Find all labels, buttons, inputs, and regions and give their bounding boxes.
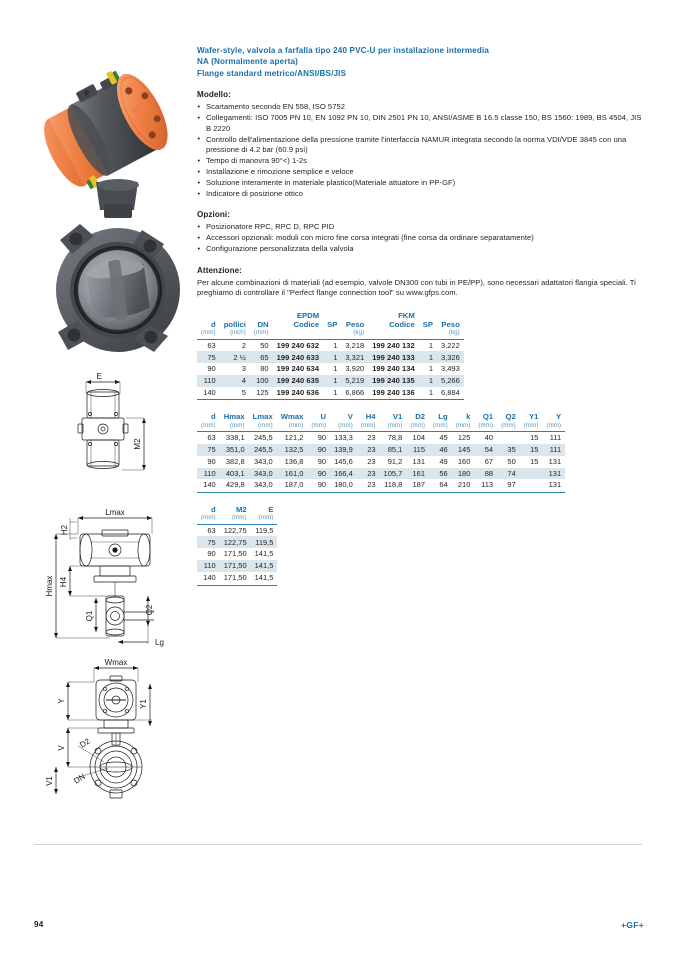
table-cell: 141,5 — [251, 560, 278, 572]
table-cell: 100 — [250, 375, 273, 387]
table-cell: 131 — [542, 479, 565, 492]
table-cell: 171,50 — [220, 572, 251, 585]
table-cell — [520, 468, 543, 480]
table-cell: 45 — [439, 433, 448, 443]
page-number: 94 — [34, 920, 44, 929]
table-cell: 199 240 135 — [368, 375, 419, 387]
list-item: • Scartamento secondo EN 558, ISO 5752 — [197, 102, 642, 112]
table-row — [197, 351, 464, 363]
table-cell: 3 — [241, 364, 246, 374]
table-cell: 171,50 — [220, 560, 251, 572]
dimension-label-Q1: Q1 — [85, 610, 94, 622]
table-cell: 65 — [250, 351, 273, 363]
table-cell: 75 — [197, 351, 220, 363]
dimension-label-M2: M2 — [133, 438, 142, 450]
technical-drawing-top-view — [38, 372, 190, 480]
table-row — [197, 479, 565, 492]
table-cell: 187,0 — [277, 479, 308, 492]
table-cell: 49 — [439, 456, 448, 466]
table-cell: 75 — [197, 444, 220, 456]
table-cell: 1 — [323, 375, 341, 387]
table-cell: 78,8 — [387, 433, 403, 443]
table-cell: 166,4 — [330, 468, 357, 480]
table-row — [197, 375, 464, 387]
column-header-v: V (mm) — [330, 412, 357, 431]
table-cell: 50 — [507, 456, 516, 466]
table-cell: 115 — [406, 444, 429, 456]
table-cell: 90 — [307, 479, 330, 492]
table-cell: 180,0 — [330, 479, 357, 492]
table-m2e-wrapper — [197, 505, 642, 586]
table-cell — [520, 479, 543, 492]
table-cell: 15 — [530, 433, 539, 443]
content-column — [197, 45, 642, 586]
table-cell: 136,8 — [284, 456, 304, 466]
column-header-u: U (mm) — [307, 412, 330, 431]
svg-text:GF: GF — [131, 104, 144, 115]
heading-line-3: Flange standard metrico/ANSI/BS/JIS — [197, 68, 347, 78]
list-item: • Installazione e rimozione semplice e veloce — [197, 167, 642, 177]
table-cell: 50 — [260, 340, 269, 350]
table-cell: 1 — [323, 351, 341, 363]
column-header-sp: SP — [323, 311, 341, 340]
table-cell: 199 240 635 — [273, 375, 324, 387]
opzioni-list — [197, 222, 642, 254]
table-cell: 3,222 — [441, 340, 460, 350]
table-cell: 343,0 — [253, 456, 273, 466]
column-header-y1: Y1 (mm) — [520, 412, 543, 431]
table-cell: 90 — [317, 456, 327, 466]
column-header-lmax: Lmax (mm) — [249, 412, 277, 431]
table-row — [197, 560, 277, 572]
table-cell: 35 — [497, 444, 520, 456]
table-cell: 180 — [452, 468, 475, 480]
table-row — [197, 468, 565, 480]
table-cell: 15 — [530, 456, 539, 466]
modello-list — [197, 102, 642, 199]
list-item: • Controllo dell'alimentazione della pressione tramite l'interfaccia NAMUR integrata secondo la norma VDI/VDE 3845 con una pressione di 4.2 bar (60.9 psi) — [197, 135, 642, 156]
table-cell: 111 — [542, 444, 565, 456]
table-cell: 429,8 — [220, 479, 249, 492]
product-photo — [34, 32, 194, 362]
table-cell: 3,493 — [441, 364, 460, 374]
table-cell: 199 240 632 — [276, 340, 320, 350]
table-cell: 110 — [197, 468, 220, 480]
table-cell: 119,5 — [251, 536, 278, 548]
table-cell: 125 — [457, 433, 471, 443]
table-cell: 63 — [207, 340, 216, 350]
table-cell: 119,5 — [255, 525, 274, 535]
table-cell: 245,5 — [249, 444, 277, 456]
table-cell: 6,866 — [341, 387, 368, 400]
table-cell: 40 — [484, 433, 494, 443]
table-cell: 85,1 — [380, 444, 407, 456]
table-cell: 141,5 — [254, 549, 274, 559]
table-cell: 104 — [412, 433, 426, 443]
table-row — [197, 444, 565, 456]
table-row — [197, 572, 277, 585]
heading-line-1: Wafer-style, valvola a farfalla tipo 240 PVC-U per installazione intermedia — [197, 46, 490, 55]
table-cell: 5 — [220, 387, 250, 400]
table-cell: 5,219 — [341, 375, 368, 387]
table-cell: 15 — [520, 444, 543, 456]
table-cell: 199 240 636 — [273, 387, 324, 400]
dimension-label-DN: DN — [72, 771, 87, 786]
table-row — [197, 387, 464, 400]
svg-text:240: 240 — [137, 115, 149, 126]
dimension-label-Q2: Q2 — [145, 604, 154, 616]
table-cell: 1 — [333, 364, 338, 374]
table-cell: 3,218 — [345, 340, 365, 350]
list-item: • Accessori opzionali: moduli con micro fine corsa integrati (fine corsa da ordinare separatamente) — [197, 233, 642, 243]
column-header-peso: Peso (kg) — [437, 311, 464, 340]
table-dimensions — [197, 412, 565, 493]
table-cell: 140 — [197, 479, 220, 492]
table-cell: 121,2 — [284, 433, 304, 443]
dimension-label-H2: H2 — [60, 524, 69, 536]
column-header-dn: DN (mm) — [250, 311, 273, 340]
table-cell: 80 — [260, 364, 269, 374]
table-cell: 2 ½ — [220, 351, 250, 363]
column-header-d: d (mm) — [197, 311, 220, 340]
table-cell: 118,8 — [380, 479, 407, 492]
table-dims-wrapper — [197, 412, 642, 493]
column-header-q2: Q2 (mm) — [497, 412, 520, 431]
footer-divider — [34, 844, 642, 845]
table-row — [197, 524, 277, 536]
table-cell: 210 — [452, 479, 475, 492]
table-cell: 1 — [419, 351, 437, 363]
table-body — [197, 432, 565, 493]
column-header-wmax: Wmax (mm) — [277, 412, 308, 431]
table-row — [197, 456, 565, 468]
table-cell: 74 — [497, 468, 520, 480]
section-title-opzioni: Opzioni: — [197, 210, 231, 220]
table-cell: 343,0 — [249, 468, 277, 480]
table-cell: 199 240 633 — [273, 351, 324, 363]
table-cell: 90 — [307, 444, 330, 456]
table-header-row — [197, 412, 565, 431]
column-header-y: Y (mm) — [542, 412, 565, 431]
table-codes-wrapper — [197, 311, 642, 401]
list-item: • Tempo di manovra 90°<) 1-2s — [197, 156, 642, 166]
dimension-label-V1: V1 — [45, 776, 54, 786]
table-cell: 132,5 — [277, 444, 308, 456]
dimension-label-E: E — [96, 372, 102, 381]
technical-drawing-side-view — [30, 492, 190, 670]
table-cell: 110 — [197, 560, 220, 572]
table-row — [197, 536, 277, 548]
table-cell: 161,0 — [277, 468, 308, 480]
table-cell: 90 — [317, 433, 327, 443]
table-cell: 97 — [497, 479, 520, 492]
table-cell: 131 — [548, 456, 562, 466]
table-cell: 187 — [406, 479, 429, 492]
column-header-fkm: FKM Codice — [368, 311, 419, 340]
table-row — [197, 548, 277, 560]
table-cell: 343,0 — [249, 479, 277, 492]
section-title-attenzione: Attenzione: — [197, 265, 242, 275]
table-m2-e — [197, 505, 277, 586]
heading-line-2: NA (Normalmente aperta) — [197, 57, 299, 67]
table-cell: 1 — [419, 387, 437, 400]
table-cell: 23 — [367, 456, 376, 466]
column-header-pollici: pollici (inch) — [220, 311, 250, 340]
table-cell: 131 — [542, 468, 565, 480]
table-cell: 3,321 — [341, 351, 368, 363]
column-header-peso: Peso (kg) — [341, 311, 368, 340]
table-cell: 141,5 — [251, 572, 278, 585]
table-cell: 122,75 — [220, 536, 251, 548]
column-header-e: E (mm) — [251, 505, 278, 524]
table-cell: 160 — [457, 456, 471, 466]
table-cell: 3,920 — [345, 364, 365, 374]
table-cell: 382,8 — [225, 456, 245, 466]
table-cell: 2 — [241, 340, 246, 350]
table-cell: 131 — [412, 456, 426, 466]
page-title — [197, 45, 642, 79]
table-cell: 113 — [474, 479, 497, 492]
table-cell: 125 — [250, 387, 273, 400]
table-cell: 63 — [207, 433, 216, 443]
table-cell: 403,1 — [220, 468, 249, 480]
table-row — [197, 339, 464, 351]
table-cell: 245,5 — [253, 433, 273, 443]
table-cell: 46 — [429, 444, 452, 456]
column-header-d: d (mm) — [197, 505, 220, 524]
table-cell: 145,6 — [334, 456, 353, 466]
table-cell: 5,266 — [437, 375, 464, 387]
table-cell: 23 — [357, 468, 380, 480]
table-cell: 56 — [429, 468, 452, 480]
table-cell: 110 — [197, 375, 220, 387]
dimension-label-Wmax: Wmax — [104, 658, 128, 667]
column-header-d2: D2 (mm) — [406, 412, 429, 431]
table-row — [197, 363, 464, 375]
table-cell: 145 — [452, 444, 475, 456]
dimension-label-V: V — [57, 745, 66, 751]
table-cell: 133,3 — [334, 433, 353, 443]
table-cell: 91,2 — [387, 456, 403, 466]
table-header-row — [197, 505, 277, 524]
table-cell: 75 — [197, 536, 220, 548]
list-item: • Indicatore di posizione ottico — [197, 189, 642, 199]
list-item: • Soluzione interamente in materiale plastico(Materiale attuatore in PP-GF) — [197, 178, 642, 188]
column-header-lg: Lg (mm) — [429, 412, 452, 431]
section-title-modello: Modello: — [197, 90, 231, 100]
list-item: • Collegamenti: ISO 7005 PN 10, EN 1092 PN 10, DIN 2501 PN 10, ANSI/ASME B 16.5 classe 150, BS 1560: 1989, BS 4504, JIS B 2220 — [197, 113, 642, 134]
table-cell: 88 — [474, 468, 497, 480]
table-header-row — [197, 311, 464, 340]
table-cell: 23 — [367, 433, 376, 443]
dimension-label-H4: H4 — [59, 576, 68, 588]
table-cell: 6,884 — [437, 387, 464, 400]
column-header-m2: M2 (mm) — [220, 505, 251, 524]
table-cell: 338,1 — [225, 433, 245, 443]
gf-logo: +GF+ — [620, 920, 644, 930]
table-cell: 171,50 — [223, 549, 247, 559]
list-item: • Posizionatore RPC, RPC D, RPC PID — [197, 222, 642, 232]
column-header-q1: Q1 (mm) — [474, 412, 497, 431]
column-header-v1: V1 (mm) — [380, 412, 407, 431]
table-cell: 351,0 — [220, 444, 249, 456]
table-cell: 140 — [197, 572, 220, 585]
table-cell: 1 — [428, 364, 433, 374]
table-cell: 111 — [549, 433, 562, 443]
attenzione-text: Per alcune combinazioni di materiali (ad esempio, valvole DN300 con tubi in PE/PP), sono necessari adattatori flangia speciali. Ti preghiamo di controllare il "Perfect flange connection tool" su www.gfps.com. — [197, 277, 636, 298]
column-header-sp: SP — [419, 311, 437, 340]
column-header-epdm: EPDM Codice — [273, 311, 324, 340]
table-cell: 4 — [220, 375, 250, 387]
table-cell — [497, 432, 520, 444]
table-cell: 139,9 — [330, 444, 357, 456]
table-cell: 1 — [333, 340, 338, 350]
table-cell: 67 — [484, 456, 494, 466]
table-row — [197, 432, 565, 444]
table-cell: 122,75 — [223, 525, 247, 535]
table-cell: 199 240 132 — [372, 340, 415, 350]
table-cell: 3,326 — [437, 351, 464, 363]
table-cell: 90 — [207, 549, 216, 559]
dimension-label-Y1: Y1 — [139, 699, 148, 709]
table-cell: 1 — [323, 387, 341, 400]
technical-drawing-front-view — [32, 652, 192, 810]
dimension-label-Lg: Lg — [155, 638, 164, 647]
dimension-label-Y: Y — [57, 698, 66, 704]
dimension-label-D2: D2 — [78, 736, 92, 750]
table-cell: 199 240 134 — [372, 364, 415, 374]
table-cell: 23 — [357, 479, 380, 492]
table-cell: 105,7 — [380, 468, 407, 480]
table-cell: 1 — [419, 375, 437, 387]
table-cell: 140 — [197, 387, 220, 400]
table-body — [197, 524, 277, 585]
table-cell: 54 — [474, 444, 497, 456]
table-cell: 199 240 634 — [276, 364, 320, 374]
column-header-d: d (mm) — [197, 412, 220, 431]
column-header-h4: H4 (mm) — [357, 412, 380, 431]
table-cell: 199 240 133 — [368, 351, 419, 363]
table-cell: 1 — [428, 340, 433, 350]
table-cell: 64 — [429, 479, 452, 492]
list-item: • Configurazione personalizzata della valvola — [197, 244, 642, 254]
table-cell: 90 — [207, 456, 216, 466]
dimension-label-Hmax: Hmax — [45, 575, 54, 597]
table-cell: 90 — [307, 468, 330, 480]
table-cell: 161 — [406, 468, 429, 480]
table-cell: 63 — [207, 525, 216, 535]
dimension-label-Lmax: Lmax — [105, 508, 125, 517]
table-cell: 23 — [357, 444, 380, 456]
table-cell: 90 — [207, 364, 216, 374]
column-header-hmax: Hmax (mm) — [220, 412, 249, 431]
table-order-codes — [197, 311, 464, 401]
column-header-k: k (mm) — [452, 412, 475, 431]
table-cell: 199 240 136 — [368, 387, 419, 400]
table-body — [197, 339, 464, 400]
